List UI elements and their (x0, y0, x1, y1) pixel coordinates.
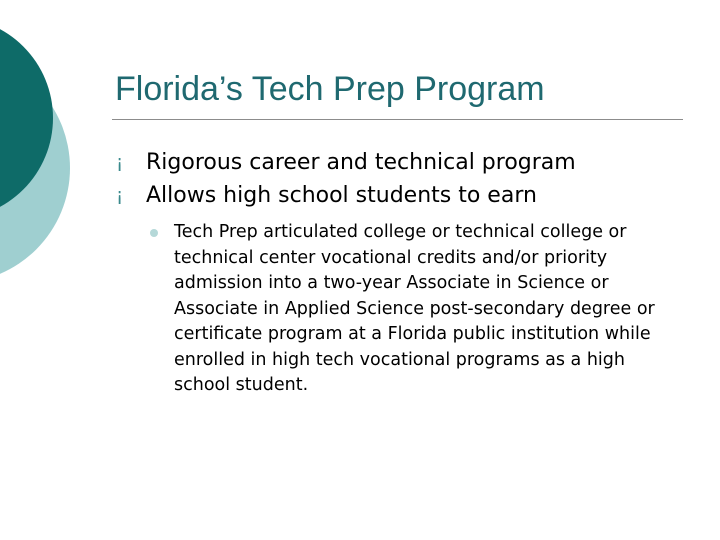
sub-bullet-text: Tech Prep articulated college or technical college or technical center vocational credits and/or priority admission into a two-year Associate in Science or Associate in Applied Science post-secondary degree or certificate program at a Florida public institution while enrolled in high tech vocational programs as a high school student. (174, 222, 655, 395)
bullet-marker-icon: ¡ (116, 185, 124, 206)
bullet-marker-icon: ¡ (116, 152, 124, 173)
decorative-circles (0, 0, 120, 320)
bullet-text: Allows high school students to earn (146, 183, 537, 208)
bullet-text: Rigorous career and technical program (146, 150, 576, 175)
slide-title: Florida’s Tech Prep Program (115, 70, 545, 108)
sub-bullet-dot-icon (150, 220, 174, 237)
bullet-item (116, 181, 537, 211)
bullet-item (116, 148, 576, 178)
title-divider (112, 119, 683, 120)
sub-bullet-item (150, 220, 669, 399)
